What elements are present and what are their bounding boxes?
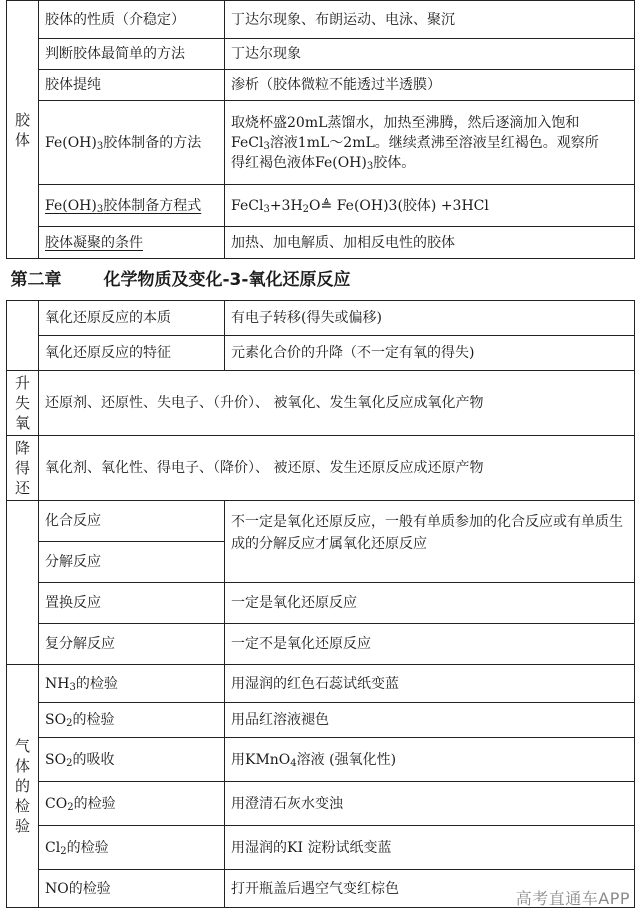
table-row — [7, 70, 635, 101]
side-char: 胶 — [14, 110, 30, 129]
row-value: 一定是氧化还原反应 — [225, 583, 635, 624]
row-value: 有电子转移(得失或偏移) — [225, 301, 635, 336]
row-value: 丁达尔现象 — [225, 39, 635, 70]
blank-side-cell — [7, 301, 39, 371]
row-value: 元素化合价的升降（不一定有氧的得失) — [225, 336, 635, 371]
chapter-title: 化学物质及变化-3-氧化还原反应 — [103, 269, 351, 290]
row-value: 取烧杯盛20mL蒸馏水，加热至沸腾，然后逐滴加入饱和 FeCl$_3$溶液1mL～2mL。继续煮沸至溶液呈红褐色。观察所 得红褐色液体$Fe(OH)_3$胶体。 — [225, 101, 635, 185]
fall-summary: 氧化剂、氧化性、得电子、（降价）、 被还原、发生还原反应成还原产物 — [39, 436, 635, 501]
row-value: 用湿润的KI 淀粉试纸变蓝 — [225, 826, 635, 870]
row-label: 胶体凝聚的条件 — [39, 227, 225, 259]
row-label: 氧化还原反应的本质 — [39, 301, 225, 336]
chapter-heading — [7, 259, 635, 301]
blank-side-cell — [7, 501, 39, 665]
row-value: 打开瓶盖后遇空气变红棕色 — [225, 870, 635, 908]
row-value: $FeCl_3+3H_2O≜$ Fe(OH)3(胶体) +3HCl — [225, 185, 635, 227]
rise-summary: 还原剂、还原性、失电子、（升价）、 被氧化、发生氧化反应成氧化产物 — [39, 371, 635, 436]
row-label: NO的检验 — [39, 870, 225, 908]
row-value: 不一定是氧化还原反应，一般有单质参加的化合反应或有单质生成的分解反应才属氧化还原反应 — [225, 501, 635, 583]
table-row — [7, 336, 635, 371]
table-row — [7, 624, 635, 665]
table-row — [7, 39, 635, 70]
table-row — [7, 501, 635, 542]
watermark-text: 高考直通车APP — [515, 889, 630, 908]
table-row — [7, 101, 635, 185]
fall-side-label: 降 得 还 — [7, 436, 39, 501]
row-label: $Fe(OH)_3$胶体制备方程式 — [39, 185, 225, 227]
row-label: $SO_2$的吸收 — [39, 738, 225, 782]
row-label: 判断胶体最简单的方法 — [39, 39, 225, 70]
row-label: 分解反应 — [39, 542, 225, 583]
chapter-number: 第二章 — [10, 269, 62, 290]
table-row — [7, 826, 635, 870]
row-value: 用KMnO$_4$溶液 (强氧化性) — [225, 738, 635, 782]
row-label: $Fe(OH)_3$胶体制备的方法 — [39, 101, 225, 185]
row-value: 用湿润的红色石蕊试纸变蓝 — [225, 665, 635, 703]
table-row — [7, 738, 635, 782]
row-value: 用澄清石灰水变浊 — [225, 782, 635, 826]
table-row — [7, 1, 635, 39]
row-label: 氧化还原反应的特征 — [39, 336, 225, 371]
row-label: 胶体提纯 — [39, 70, 225, 101]
row-label: 胶体的性质（介稳定） — [39, 1, 225, 39]
side-char: 体 — [14, 130, 30, 149]
table-row — [7, 301, 635, 336]
row-label: $Cl_2$的检验 — [39, 826, 225, 870]
row-value: 渗析（胶体微粒不能透过半透膜） — [225, 70, 635, 101]
row-value: 一定不是氧化还原反应 — [225, 624, 635, 665]
row-value: 丁达尔现象、布朗运动、电泳、聚沉 — [225, 1, 635, 39]
table-row — [7, 371, 635, 436]
rise-side-label: 升 失 氧 — [7, 371, 39, 436]
row-label: $SO_2$的检验 — [39, 703, 225, 738]
row-label: 化合反应 — [39, 501, 225, 542]
table-row — [7, 185, 635, 227]
table-row — [7, 665, 635, 703]
table-row — [7, 583, 635, 624]
row-label: $CO_2$的检验 — [39, 782, 225, 826]
gas-side-label: 气 体 的 检 验 — [7, 665, 39, 908]
colloid-side-label — [7, 1, 39, 259]
row-value: 加热、加电解质、加相反电性的胶体 — [225, 227, 635, 259]
table-row — [7, 227, 635, 259]
row-label: $NH_3$的检验 — [39, 665, 225, 703]
row-value: 用品红溶液褪色 — [225, 703, 635, 738]
table-row — [7, 436, 635, 501]
row-label: 复分解反应 — [39, 624, 225, 665]
table-row — [7, 782, 635, 826]
chemistry-notes-table — [6, 0, 634, 923]
table-row — [7, 703, 635, 738]
row-label: 置换反应 — [39, 583, 225, 624]
